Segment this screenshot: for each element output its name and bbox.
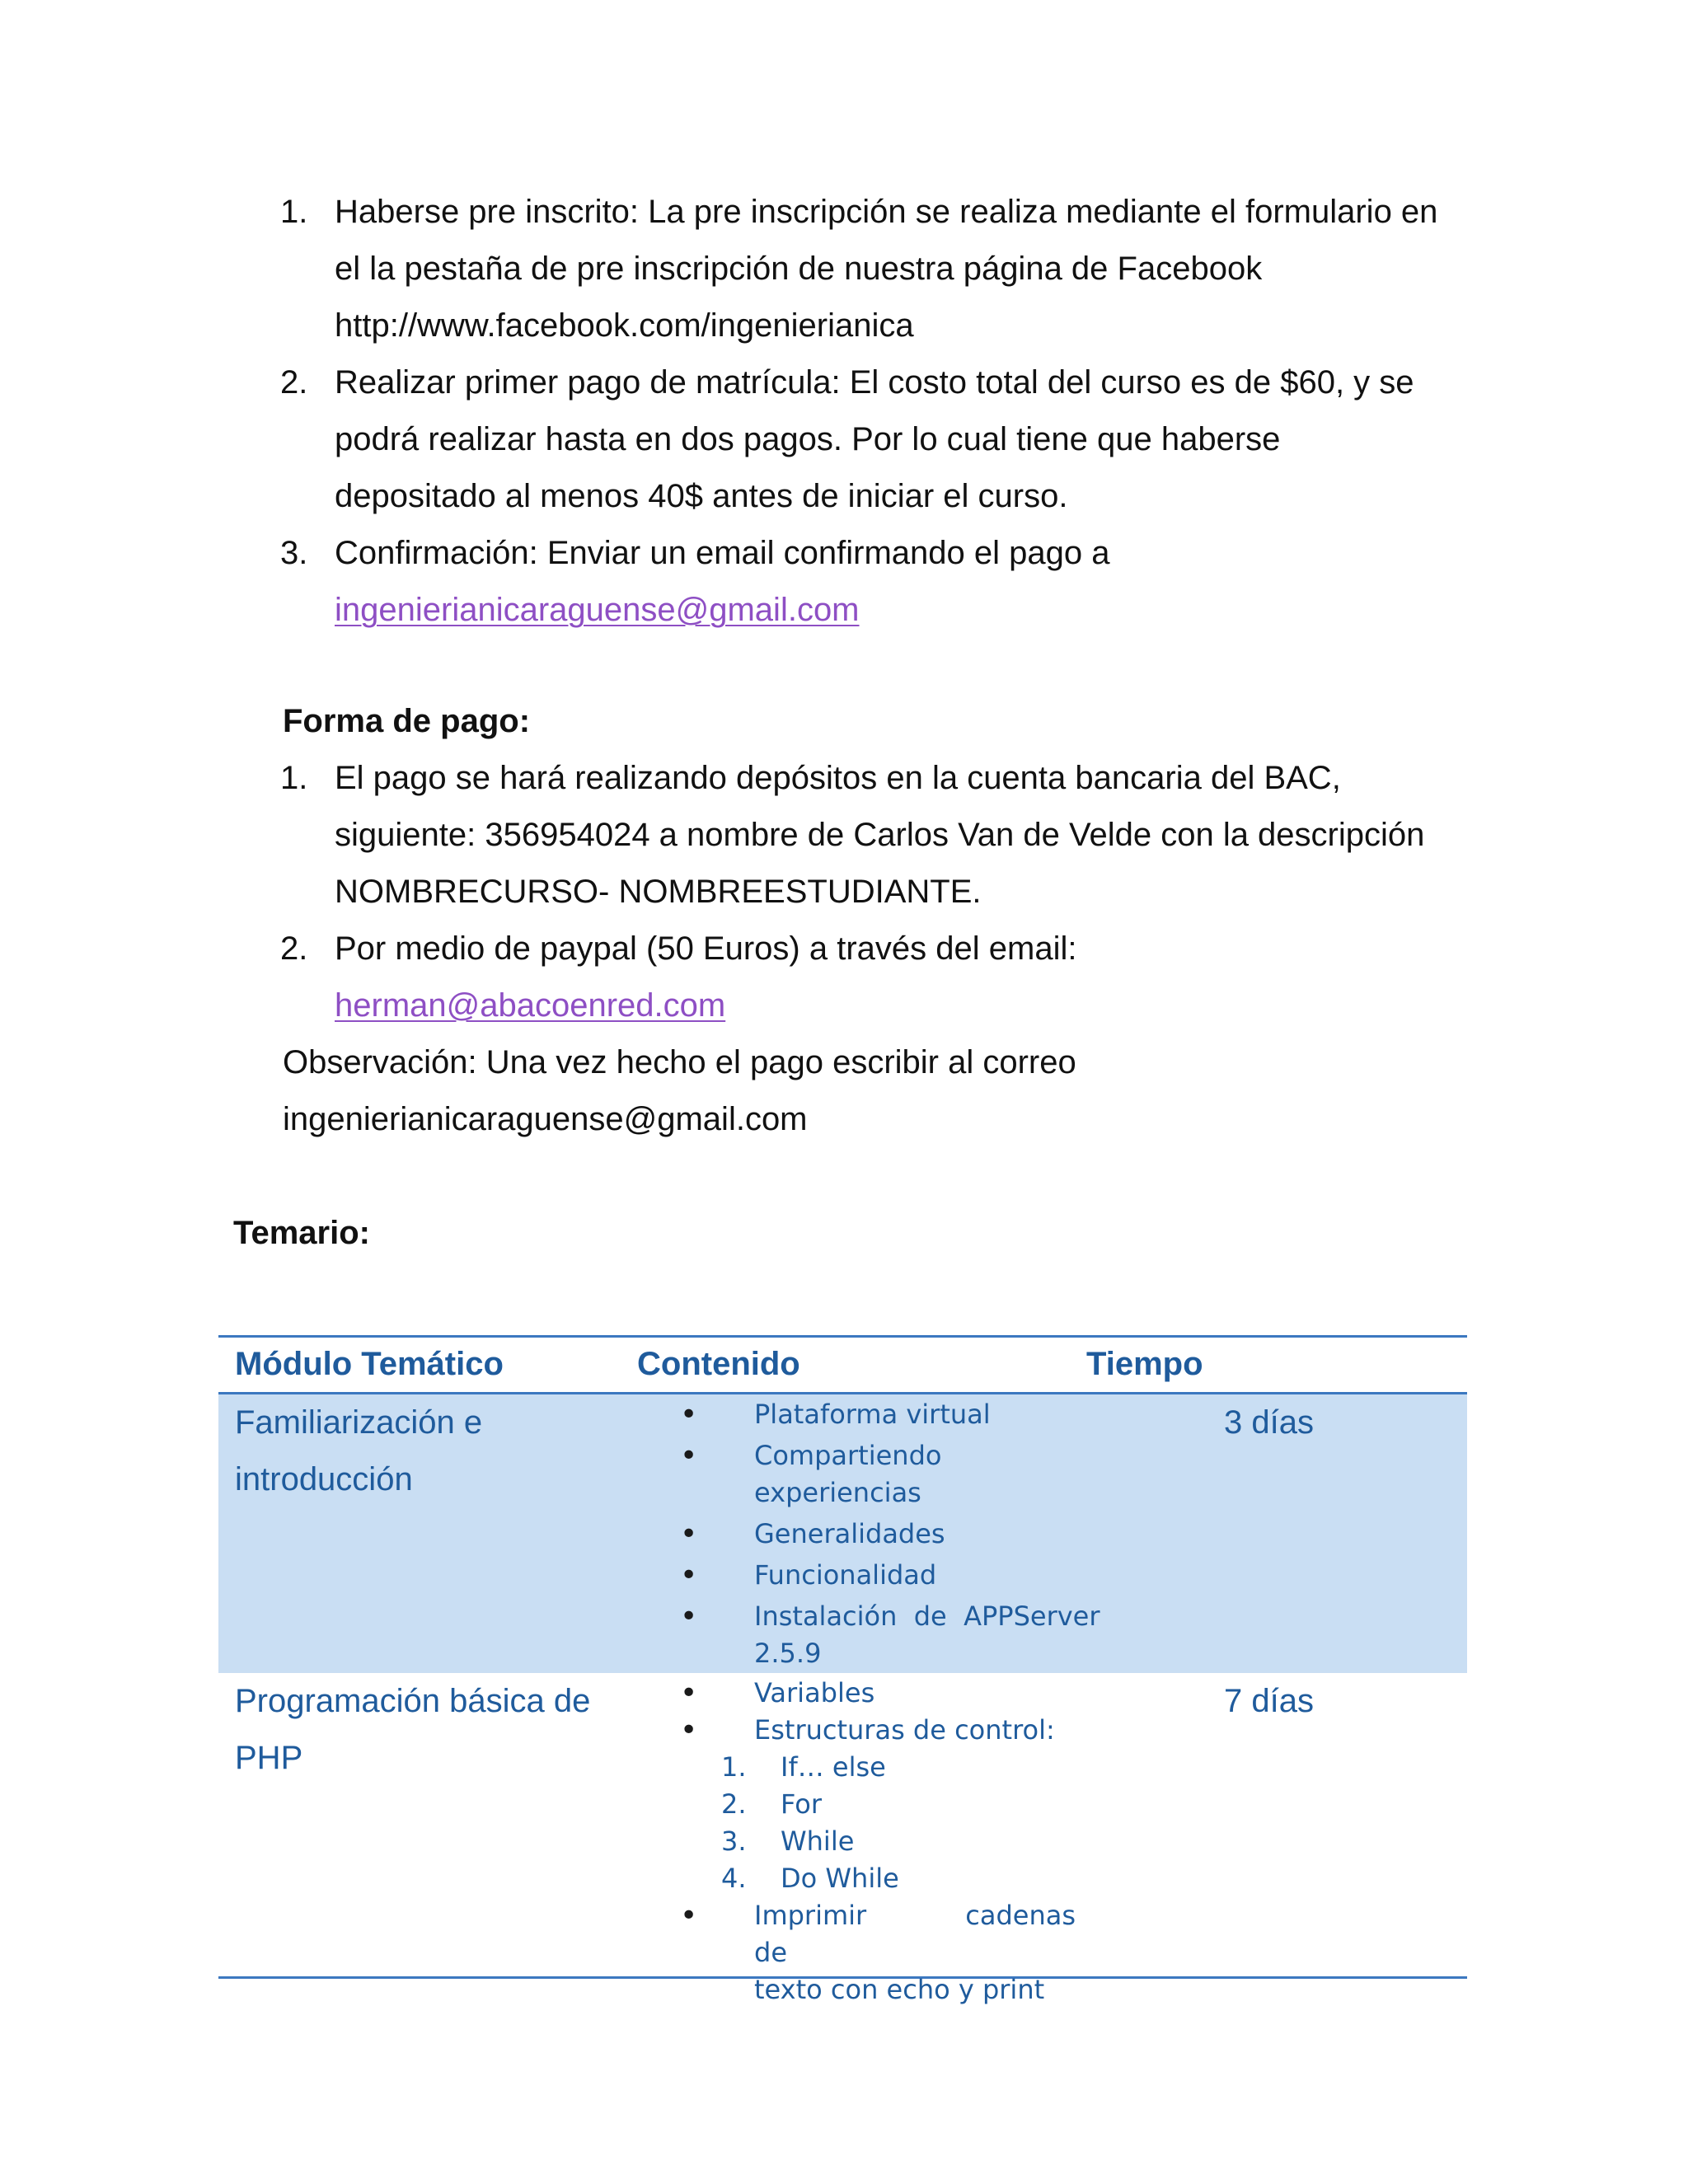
column-header-module: Módulo Temático [235,1346,504,1382]
observation-text [283,1034,1437,1148]
payment-heading: Forma de pago: [283,703,531,739]
payment-item-1 [280,750,1467,921]
content-cell [680,1396,1273,1676]
content-bullet [680,1437,1273,1511]
bullet-text: texto con echo y print [754,1974,1045,2005]
module-cell [235,1394,631,1508]
text-line: el la pestaña de pre inscripción de nuestra página de Facebook [335,251,1263,287]
column-header-time: Tiempo [1086,1346,1203,1382]
list-item-text: For [781,1788,822,1820]
content-bullet [680,1675,1273,1712]
requirement-item-2 [280,354,1467,525]
bullet-text: experiencias [754,1477,921,1508]
module-line: Familiarización e [235,1404,483,1441]
content-cell [680,1675,1273,2013]
control-structures-list [680,1749,1273,1897]
bullet-text: • Estructuras de control: [754,1714,1055,1746]
text-line: NOMBRECURSO- NOMBREESTUDIANTE. [335,874,982,910]
payment-list [280,750,1467,1034]
table-header [218,1338,1467,1392]
bullet-text: • Variables [754,1677,875,1708]
text-line: Por medio de paypal (50 Euros) a través del email: [335,930,1077,967]
list-number: 1. [280,194,308,230]
content-bullet [680,1557,1273,1594]
bullet-text: • Funcionalidad [754,1559,937,1591]
module-line: PHP [235,1740,303,1776]
requirements-list [280,184,1467,639]
module-line: introducción [235,1461,413,1497]
content-bullet [680,1516,1273,1553]
module-cell [235,1673,631,1787]
confirmation-email-link[interactable]: ingenierianicaraguense@gmail.com [335,592,860,628]
payment-item-2 [280,921,1467,1034]
bullet-text: • Instalación de APPServer [754,1601,1100,1632]
text-line: Realizar primer pago de matrícula: El costo total del curso es de $60, y se [335,364,1414,401]
content-bullet [680,1396,1273,1433]
bullet-text: • Compartiendo [754,1440,942,1471]
text-line: El pago se hará realizando depósitos en la cuenta bancaria del BAC, [335,760,1341,796]
text-line: Observación: Una vez hecho el pago escribir al correo [283,1044,1076,1080]
text-line: Confirmación: Enviar un email confirmando el pago a [335,535,1110,571]
list-item-text: Do While [781,1863,899,1894]
bullet-text: • Generalidades [754,1518,945,1549]
list-number: 2. [721,1788,747,1820]
paypal-email-link[interactable]: herman@abacoenred.com [335,987,726,1024]
module-line: Programación básica de [235,1683,591,1719]
list-number: 4. [721,1863,747,1894]
list-item [680,1860,1273,1897]
content-bullet [680,1598,1273,1672]
column-header-content: Contenido [637,1346,800,1382]
text-line: siguiente: 356954024 a nombre de Carlos Van de Velde con la descripción [335,817,1425,853]
list-number: 2. [280,364,308,401]
content-bullet [680,1712,1273,1749]
table-row [218,1673,1467,2005]
text-line: Haberse pre inscrito: La pre inscripción se realiza mediante el formulario en [335,194,1438,230]
list-number: 1. [280,760,308,796]
list-item-text: If… else [781,1751,886,1783]
temario-table [218,1335,1467,2005]
list-item [680,1786,1273,1823]
time-cell: 7 días [1224,1683,1314,1719]
list-item-text: While [781,1825,855,1857]
text-line: depositado al menos 40$ antes de iniciar el curso. [335,478,1068,514]
bullet-text: 2.5.9 [754,1638,822,1669]
requirement-item-1 [280,184,1467,354]
text-line: podrá realizar hasta en dos pagos. Por lo cual tiene que haberse [335,421,1281,457]
list-number: 2. [280,930,308,967]
list-number: 3. [721,1825,747,1857]
list-item [680,1823,1273,1860]
bullet-text: • Imprimir cadenas de [754,1900,1076,1968]
table-row [218,1394,1467,1673]
observation-email-text: ingenierianicaraguense@gmail.com [283,1101,808,1137]
list-item [680,1749,1273,1786]
content-bullet [680,1897,1273,2008]
time-cell: 3 días [1224,1404,1314,1441]
list-number: 1. [721,1751,747,1783]
list-number: 3. [280,535,308,571]
bullet-text: • Plataforma virtual [754,1399,991,1430]
temario-heading: Temario: [233,1215,370,1251]
requirement-item-3 [280,525,1467,639]
facebook-url-text: http://www.facebook.com/ingenierianica [335,307,914,344]
